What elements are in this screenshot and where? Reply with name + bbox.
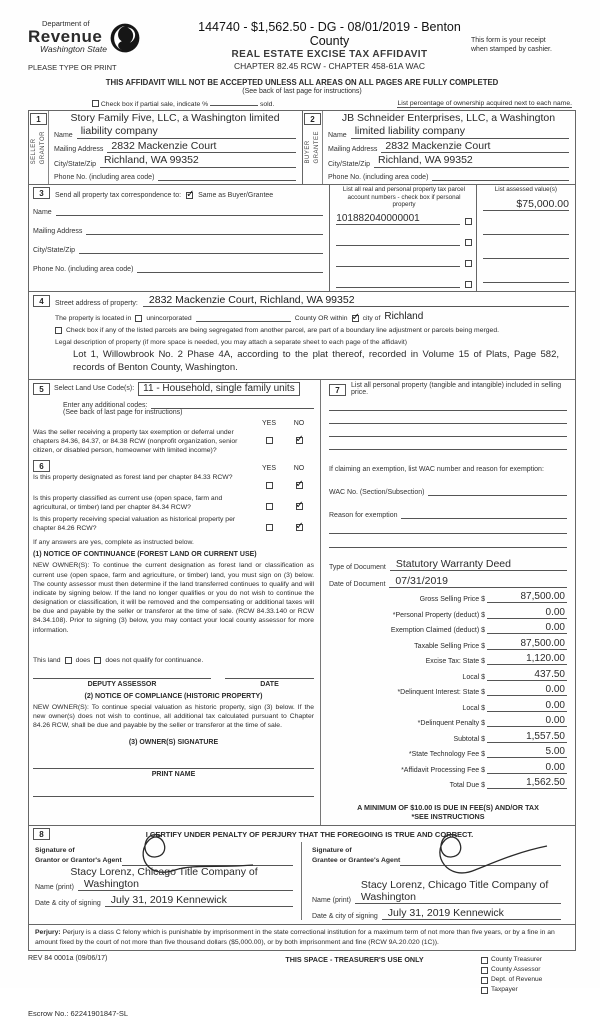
excise-tax-state-field[interactable]: 1,120.00 (487, 653, 567, 665)
grantee-signature-line[interactable] (400, 856, 561, 866)
excise-tax-local-field[interactable]: 437.50 (487, 669, 567, 681)
deputy-date-label: DATE (260, 680, 279, 688)
county-field[interactable] (196, 321, 291, 322)
ownership-note: List percentage of ownership acquired next to each name. (397, 100, 572, 107)
owners-signature-title: (3) OWNER(S) SIGNATURE (128, 739, 219, 747)
personal-property-deduct-field[interactable]: 0.00 (487, 607, 567, 619)
deputy-assessor-label: DEPUTY ASSESSOR (87, 680, 157, 688)
same-as-buyer-checkbox[interactable] (186, 192, 193, 199)
dept-of-label: Department of (42, 19, 90, 28)
parcel-number-field[interactable]: 101882040000001 (336, 213, 459, 225)
notice-continuance-title: (1) NOTICE OF CONTINUANCE (FOREST LAND OR CURRENT USE) (33, 551, 257, 559)
s5-no-checkbox[interactable] (296, 437, 303, 444)
grantee-name-field[interactable]: Stacy Lorenz, Chicago Title Company of Washington (355, 879, 561, 904)
delinquent-penalty-field[interactable]: 0.00 (487, 715, 567, 727)
exemption-claim-label: If claiming an exemption, list WAC number and reason for exemption: (329, 465, 544, 473)
q1-yes-checkbox[interactable] (266, 482, 273, 489)
personal-property-checkbox-1[interactable] (465, 218, 472, 225)
assessed-value-field-4[interactable] (483, 272, 569, 283)
parcel-number-field-4[interactable] (336, 277, 459, 288)
parcel-numbers-header: List all real and personal property tax parcel account numbers - check box if personal property (342, 185, 466, 209)
city-of-value: Richland (384, 311, 424, 323)
q2-no-checkbox[interactable] (296, 503, 303, 510)
certify-statement: I CERTIFY UNDER PENALTY OF PERJURY THAT THE FOREGOING IS TRUE AND CORRECT. (145, 829, 474, 839)
dor-logo-block (28, 20, 188, 72)
perjury-notice: Perjury: Perjury is a class C felony which is punishable by imprisonment in the state correctional institution for a maximum term of not more than five years, or by a fine in an amount fixed by the court of not more than five thousand dollars ($5,000.00), or by both imprisonment and fine (RCW 9A.20.020 (1C)). (28, 924, 576, 951)
section-4-number: 4 (33, 295, 50, 307)
correspondence-name-field[interactable] (56, 205, 324, 216)
legal-description-label: Legal description of property (if more space is needed, you may attach a separate sheet to each page of the affidavit) (55, 339, 408, 347)
seller-mailing-field[interactable]: 2832 Mackenzie Court (107, 141, 296, 154)
seller-name-line1: Story Family Five, LLC, a Washington limited (70, 112, 280, 124)
county-treasurer-checkbox[interactable] (481, 957, 488, 964)
notice-continuance-text: NEW OWNER(S): To continue the current designation as forest land or classification as current use (open space, farm and agriculture, or timber) land, you must sign on (3) below. The county assessor must then determine if the land transferred continues to qualify and will indicate by signing below. If the land no longer qualifies or you do not wish to continue the designation or classification, it will be removed and the compensating or additional taxes will be due and payable by the seller or transferor at the time of sale. (RCW 84.33.140 or RCW 84.34.108). Prior to signing (3) below, you may contact your local county assessor for more information. (33, 562, 314, 634)
correspondence-phone-field[interactable] (137, 262, 323, 273)
grantee-signature-block: Signature of Grantee or Grantee's Agent Name (print) Stacy Lorenz, Chicago Title Company of Washington Date & city of signing July 31, 2019 Kennewick (301, 842, 569, 920)
document-date-field[interactable]: 07/31/2019 (389, 575, 567, 588)
does-not-checkbox[interactable] (94, 657, 101, 664)
section-1-number: 1 (30, 113, 47, 125)
grantee-date-city-field[interactable]: July 31, 2019 Kennewick (382, 907, 561, 920)
see-back-instructions: (See back of last page for instructions) (63, 408, 183, 416)
delinquent-interest-state-field[interactable]: 0.00 (487, 684, 567, 696)
continuance-qualify-row: This land does does not qualify for continuance. (33, 656, 204, 664)
receipt-note: This form is your receipt when stamped by cashier. (471, 37, 552, 54)
partial-sale-checkbox[interactable] (92, 100, 99, 107)
personal-property-checkbox-2[interactable] (465, 239, 472, 246)
grantor-signature-block: Signature of Grantor or Grantor's Agent Stacy Lorenz, Chicago Title Company of Name (print) Washington Date & city of signing July 31, 2019 Kennewick (33, 842, 301, 920)
q3-no-checkbox[interactable] (296, 524, 303, 531)
street-address-field[interactable]: 2832 Mackenzie Court, Richland, WA 99352 (143, 294, 569, 307)
deputy-date-line[interactable] (225, 678, 314, 679)
assessed-value-field-2[interactable] (483, 224, 569, 235)
s6-question-row-1: Is this property designated as forest land per chapter 84.33 RCW? ✓ (33, 474, 314, 493)
grantor-name-field[interactable]: Washington (78, 878, 293, 891)
personal-property-line-3[interactable] (329, 436, 567, 437)
left-column: 5 Select Land Use Code(s): 11 - Household, single family units Enter any additional codes: (See back of last page for instructions) YES NO Was the seller receiving a property tax exemption or deferral under chapters 84.36, 84.37, or 84.38 RCW (nonprofit organization, senior citizen, or disabled person, homeowner with limited income)? ✓ 6 YES NO Is this property designated as forest land per chapter 84.33 RCW? ✓ Is this property classified as current use (open space, farm and agricultural, or timber) land per chapter 84.34 RCW? ✓ Is this property receiving special valuation as historical property per chapter 84.26 RCW? ✓ If any answers are yes, complete as instructed below. (1) NOTICE OF CONTINUANCE (FOREST LAND OR CURRENT USE) NEW OWNER(S): To continue the current designation as forest land or classification as current use (open space, farm and agriculture, or timber) land, you must sign on (3) below. The county assessor must then determine if the land transferred continues to qualify and will indicate by signing below. If the land no longer qualifies or you do not wish to continue the designation or classification, it will be removed and the compensating or additional taxes will be due and payable by the seller or transferor at the time of sale. (RCW 84.33.140 or RCW 84.34.108). Prior to signing (3) below, you may contact your local county assessor for more information. This land does does not qualify for continuance. DEPUTY ASSESSOR DATE (2) NOTICE OF COMPLIANCE (HISTORIC PROPERTY) NEW OWNER(S): To continue special valuation as historic property, sign (3) below. If the new owner(s) does not wish to continue, all additional tax calculated pursuant to Chapter 84.26 RCW, shall be due and payable by the seller or transferor at the time of sale. (3) OWNER(S) SIGNATURE PRINT NAME (29, 380, 321, 826)
assessed-value-field-3[interactable] (483, 248, 569, 259)
q1-no-checkbox[interactable] (296, 482, 303, 489)
type-or-print-note: PLEASE TYPE OR PRINT (28, 63, 117, 72)
parties-section (28, 110, 576, 184)
print-name-label: PRINT NAME (151, 771, 196, 779)
dept-of-revenue-checkbox[interactable] (481, 977, 488, 984)
see-back-note: (See back of last page for instructions) (242, 88, 362, 95)
assessed-values-header: List assessed value(s) (494, 185, 557, 193)
buyer-block: 2 BUYER GRANTEE JB Schneider Enterprises, LLC, a Washington Name limited liability company Mailing Address 2832 Mackenzie Court City/State/Zip Richland, WA 99352 Phone No. (including area code) (302, 111, 575, 184)
s5-question-row: Was the seller receiving a property tax exemption or deferral under chapters 84.36, 84.37, or 84.38 RCW (nonprofit organization, senior citizen, or disabled person, homeowner with limited income)? ✓ (33, 429, 314, 455)
form-header (28, 20, 576, 72)
does-checkbox[interactable] (65, 657, 72, 664)
chapter-reference: CHAPTER 82.45 RCW - CHAPTER 458-61A WAC (234, 61, 425, 71)
acceptance-warning: THIS AFFIDAVIT WILL NOT BE ACCEPTED UNLESS ALL AREAS ON ALL PAGES ARE FULLY COMPLETED (105, 78, 499, 87)
additional-codes-field[interactable] (151, 400, 314, 409)
taxable-selling-price-field[interactable]: 87,500.00 (487, 638, 567, 650)
section-8-number: 8 (33, 828, 50, 840)
assessed-value-field[interactable]: $75,000.00 (483, 198, 569, 211)
wac-number-field[interactable] (428, 486, 567, 496)
notice-compliance-text: NEW OWNER(S): To continue special valuation as historic property, sign (3) below. If the new owner(s) does not wish to continue, all additional tax calculated pursuant to Chapter 84.26 RCW, shall be due and payable by the seller or transferor at the time of sale. (33, 703, 314, 730)
personal-property-line-1[interactable] (329, 410, 567, 411)
property-address-section: 4 Street address of property: 2832 Mackenzie Court, Richland, WA 99352 The property is located in unincorporated County OR within ✓ city of Richland Check box if any of the listed parcels are being segregated from another parcel, are part of a boundary line adjustment or parcels being merged. Legal description of property (if more space is needed, you may attach a separate sheet to each page of the affidavit) Lot 1, Willowbrook No. 2 Phase 4A, according to the plat thereof, recorded in Volume 15 of Plats, Page 582, records of Benton County, Washington. (28, 291, 576, 379)
s6-yes-no-header: YES NO (261, 465, 305, 473)
land-use-code-field[interactable]: 11 - Household, single family units (138, 382, 300, 396)
s5-yes-checkbox[interactable] (266, 437, 273, 444)
buyer-phone-field[interactable] (432, 170, 569, 181)
section-6-number: 6 (33, 460, 50, 472)
state-label: Washington State (40, 43, 107, 54)
exemption-claimed-field[interactable]: 0.00 (487, 622, 567, 634)
gross-selling-price-field[interactable]: 87,500.00 (487, 591, 567, 603)
grantor-signature-line[interactable] (122, 856, 293, 866)
parcel-number-field-2[interactable] (336, 235, 459, 246)
cashier-stamp-text: 144740 - $1,562.50 - DG - 08/01/2019 - Benton County (198, 20, 461, 48)
legal-description-value: Lot 1, Willowbrook No. 2 Phase 4A, according to the plat thereof, recorded in Volume 15 of Plats, Page 582, records of Benton County, Washington. (73, 349, 559, 374)
notice-compliance-title: (2) NOTICE OF COMPLIANCE (HISTORIC PROPERTY) (84, 692, 263, 700)
partial-sale-percent-field[interactable] (210, 105, 258, 106)
exemption-reason-line-2[interactable] (329, 533, 567, 534)
section-7-number: 7 (329, 384, 346, 396)
tax-correspondence-section: 3 Send all property tax correspondence to: ✓ Same as Buyer/Grantee Name Mailing Address City/State/Zip Phone No. (including area code) List all real and personal property tax parcel account numbers - check box if personal property 101882040000001 List assessed value(s) $75,000.00 (28, 184, 576, 292)
document-type-field[interactable]: Statutory Warranty Deed (390, 558, 567, 571)
print-name-line[interactable] (33, 796, 314, 797)
seller-block: 1 SELLER GRANTOR Story Family Five, LLC, a Washington limited Name liability company Mailing Address 2832 Mackenzie Court City/State/Zip Richland, WA 99352 Phone No. (including area code) (29, 111, 302, 184)
total-due-field[interactable]: 1,562.50 (487, 777, 567, 789)
seller-name-field[interactable]: liability company (77, 126, 296, 139)
certification-section (28, 825, 576, 924)
escrow-number: Escrow No.: 62241901847-SL (28, 1009, 129, 1018)
q2-yes-checkbox[interactable] (266, 503, 273, 510)
deputy-assessor-signature-line[interactable] (33, 678, 211, 679)
form-footer (28, 955, 576, 995)
copy-distribution-list: County Treasurer County Assessor Dept. of Revenue Taxpayer (481, 955, 576, 995)
buyer-city-field[interactable]: Richland, WA 99352 (374, 155, 569, 168)
county-assessor-checkbox[interactable] (481, 967, 488, 974)
grantor-date-city-field[interactable]: July 31, 2019 Kennewick (105, 894, 293, 907)
taxpayer-checkbox[interactable] (481, 987, 488, 994)
exemption-reason-field[interactable] (401, 509, 567, 519)
s6-question-row-2: Is this property classified as current use (open space, farm and agricultural, or timber) land per chapter 84.34 RCW? ✓ (33, 495, 314, 514)
buyer-mailing-field[interactable]: 2832 Mackenzie Court (381, 141, 569, 154)
state-technology-fee-field[interactable]: 5.00 (487, 746, 567, 758)
seller-city-field[interactable]: Richland, WA 99352 (100, 155, 296, 168)
affidavit-processing-fee-field[interactable]: 0.00 (487, 762, 567, 774)
buyer-grantee-rail: BUYER GRANTEE (305, 131, 320, 164)
delinquent-interest-local-field[interactable]: 0.00 (487, 700, 567, 712)
agency-name: Revenue (28, 26, 103, 46)
form-revision: REV 84 0001a (09/06/17) (28, 955, 108, 963)
buyer-name-field[interactable]: limited liability company (351, 126, 569, 139)
personal-property-checkbox-3[interactable] (465, 260, 472, 267)
exemption-reason-line-3[interactable] (329, 547, 567, 548)
seller-grantor-rail: SELLER GRANTOR (31, 131, 46, 165)
owners-signature-line[interactable] (33, 768, 314, 769)
form-title: REAL ESTATE EXCISE TAX AFFIDAVIT (231, 49, 428, 60)
unincorporated-checkbox[interactable] (135, 315, 142, 322)
q3-yes-checkbox[interactable] (266, 524, 273, 531)
segregated-checkbox[interactable] (55, 327, 62, 334)
buyer-name-line1: JB Schneider Enterprises, LLC, a Washington (341, 112, 556, 124)
s6-question-row-3: Is this property receiving special valuation as historical property per chapter 84.26 RCW? ✓ (33, 516, 314, 535)
section-5-number: 5 (33, 383, 50, 395)
if-yes-note: If any answers are yes, complete as instructed below. (33, 539, 194, 547)
dor-swirl-logo-icon (109, 22, 141, 59)
subtotal-field[interactable]: 1,557.50 (487, 731, 567, 743)
personal-property-line-4[interactable] (329, 449, 567, 450)
correspondence-mailing-field[interactable] (86, 224, 323, 235)
personal-property-line-2[interactable] (329, 423, 567, 424)
partial-sale-line: Check box if partial sale, indicate % sold. (92, 100, 274, 108)
s5-yes-no-header: YES NO (261, 419, 305, 427)
personal-property-checkbox-4[interactable] (465, 281, 472, 288)
personal-property-label: List all personal property (tangible and intangible) included in selling price. (351, 381, 562, 396)
grantor-name-line1: Stacy Lorenz, Chicago Title Company of (70, 866, 258, 879)
section-2-number: 2 (304, 113, 321, 125)
correspondence-city-field[interactable] (79, 243, 323, 254)
seller-phone-field[interactable] (158, 170, 296, 181)
parcel-number-field-3[interactable] (336, 256, 459, 267)
city-of-checkbox[interactable] (352, 315, 359, 322)
minimum-fee-note: A MINIMUM OF $10.00 IS DUE IN FEE(S) AND/OR TAX *SEE INSTRUCTIONS (357, 803, 539, 822)
section-3-number: 3 (33, 187, 50, 199)
treasurer-space-label: THIS SPACE - TREASURER'S USE ONLY (285, 955, 424, 965)
right-column: 7 List all personal property (tangible and intangible) included in selling price. If claiming an exemption, list WAC number and reason for exemption: WAC No. (Section/Subsection) Reason for exemption Type of Document Statutory Warranty Deed Date of Document 07/31/2019 Gross Selling Price $ 87,500.00 *Personal Property (deduct) $ 0.00 Exemption Claimed (deduct) $ 0.00 Taxable Selling Price $ 87,500.00 Excise Tax: State $ 1,120.00 Local $ 437.50 *Delinquent Interest: State $ 0.00 Local $ 0.00 *Delinquent Penalty $ 0.00 Subtotal $ 1,557.50 *State Technology Fee $ 5.00 *Affidavit Processing Fee $ 0.00 Total Due $ 1,562.50 A MINIMUM OF $10.00 IS DUE IN FEE(S) AND/OR TAX *SEE INSTRUCTIONS (329, 381, 565, 822)
